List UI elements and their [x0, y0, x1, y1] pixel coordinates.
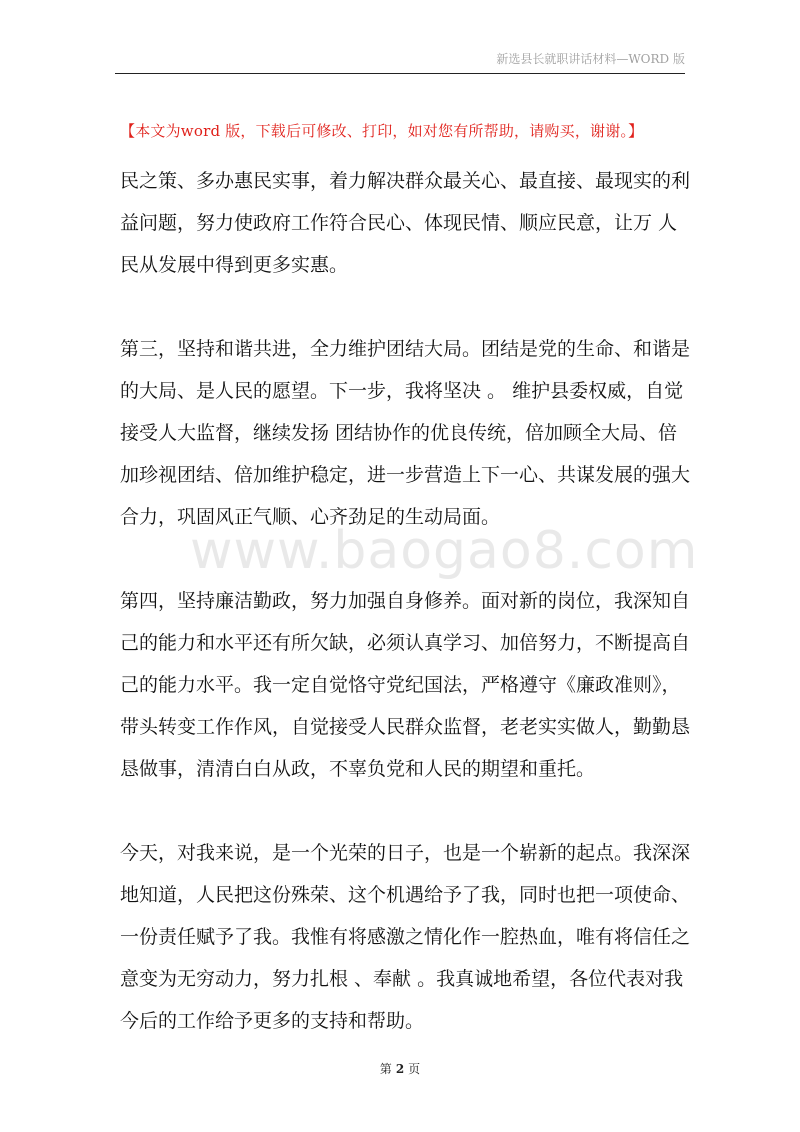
header-divider — [115, 73, 685, 74]
page-number-prefix: 第 — [379, 1062, 392, 1076]
text-line: 民从发展中得到更多实惠。 — [120, 254, 349, 276]
paragraph-gap — [120, 286, 685, 328]
text-line: 意变为无穷动力，努力扎根 、奉献 。我真诚地希望，各位代表对我 — [120, 968, 684, 990]
document-body — [120, 160, 699, 1042]
text-line: 己的能力和水平还有所欠缺，必须认真学习、加倍努力，不断提高自 — [120, 632, 691, 654]
page-number: 2 — [395, 1062, 405, 1076]
text-line: 今后的工作给予更多的支持和帮助。 — [120, 1010, 425, 1032]
text-line: 民之策、多办惠民实事，着力解决群众最关心、最直接、最现实的利 — [120, 170, 691, 192]
paragraph-gap — [120, 538, 685, 580]
page-footer — [0, 1060, 800, 1077]
text-line: 加珍视团结、倍加维护稳定，进一步营造上下一心、共谋发展的强大 — [120, 464, 691, 486]
text-line: 合力，巩固风正气顺、心齐劲足的生动局面。 — [120, 506, 501, 528]
text-line: 己的能力水平。我一定自觉恪守党纪国法，严格遵守《廉政准则》， — [120, 674, 681, 696]
text-line: 今天，对我来说，是一个光荣的日子，也是一个崭新的起点。我深深 — [120, 842, 691, 864]
text-line: 益问题，努力使政府工作符合民心、体现民情、顺应民意，让万 人 — [120, 212, 678, 234]
paragraph-2 — [120, 328, 691, 538]
page-number-suffix: 页 — [408, 1062, 421, 1076]
text-line: 带头转变工作作风，自觉接受人民群众监督，老老实实做人，勤勤恳 — [120, 716, 691, 738]
paragraph-gap — [120, 790, 685, 832]
text-line: 恳做事，清清白白从政，不辜负党和人民的期望和重托。 — [120, 758, 596, 780]
paragraph-4 — [120, 832, 691, 1042]
text-line: 第四，坚持廉洁勤政，努力加强自身修养。面对新的岗位，我深知自 — [120, 590, 691, 612]
text-line: 地知道，人民把这份殊荣、这个机遇给予了我，同时也把一项使命、 — [120, 884, 691, 906]
watermark: www.baogao8.com — [190, 521, 699, 581]
text-line: 第三，坚持和谐共进，全力维护团结大局。团结是党的生命、和谐是 — [120, 338, 691, 360]
text-line: 接受人大监督，继续发扬 团结协作的优良传统，倍加顾全大局、倍 — [120, 422, 678, 444]
text-line: 一份责任赋予了我。我惟有将感激之情化作一腔热血，唯有将信任之 — [120, 926, 691, 948]
page-header: 新选县长就职讲话材料—WORD 版 — [496, 52, 685, 66]
purchase-notice: 【本文为word 版，下载后可修改、打印，如对您有所帮助，请购买，谢谢。】 — [120, 122, 644, 140]
paragraph-3 — [120, 580, 691, 790]
paragraph-1 — [120, 160, 691, 286]
text-line: 的大局、是人民的愿望。下一步，我将坚决 。 维护县委权威，自觉 — [120, 380, 684, 402]
